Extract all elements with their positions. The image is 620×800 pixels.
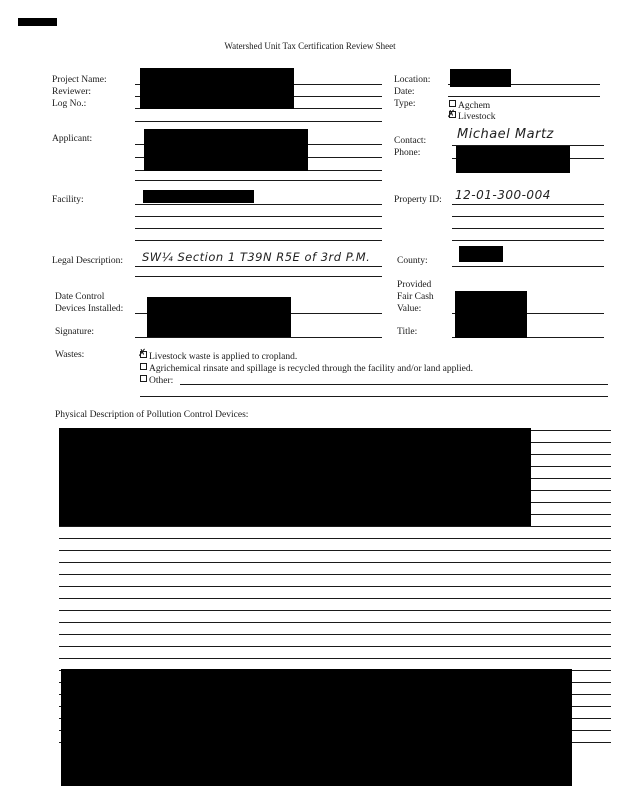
description-line[interactable]: [59, 586, 611, 587]
check-mark-icon: ✗: [138, 348, 147, 359]
type-option-livestock[interactable]: [449, 111, 495, 123]
county-label: County:: [397, 256, 428, 266]
phone-label: Phone:: [394, 148, 421, 158]
project-name-label: Project Name:: [52, 75, 107, 85]
checkbox-icon[interactable]: [449, 100, 456, 107]
physical-description-label: Physical Description of Pollution Control Devices:: [55, 410, 249, 420]
description-line[interactable]: [59, 658, 611, 659]
applicant-label: Applicant:: [52, 134, 93, 144]
wastes-label: Wastes:: [55, 350, 85, 360]
redaction-facility: [143, 190, 254, 203]
redaction-county: [459, 246, 503, 262]
property-id-line-3[interactable]: [452, 228, 604, 229]
applicant-line-4[interactable]: [135, 180, 382, 181]
redaction-phone: [456, 146, 570, 173]
title-label: Title:: [397, 327, 418, 337]
redaction-date-control: [147, 297, 291, 337]
reviewer-label: Reviewer:: [52, 87, 92, 97]
redaction-project: [140, 68, 294, 109]
date-line[interactable]: [448, 96, 600, 97]
description-line[interactable]: [59, 634, 611, 635]
property-id-line-4[interactable]: [452, 240, 604, 241]
type-option-label: Agchem: [458, 101, 491, 111]
facility-label: Facility:: [52, 195, 84, 205]
handwritten-property-id: 12-01-300-004: [455, 188, 551, 202]
description-line[interactable]: [59, 562, 611, 563]
facility-line-1[interactable]: [135, 204, 382, 205]
waste-option-other[interactable]: [140, 375, 173, 387]
handwritten-contact: Michael Martz: [457, 127, 554, 142]
description-line[interactable]: [59, 574, 611, 575]
handwritten-legal-description: SW¼ Section 1 T39N R5E of 3rd P.M.: [142, 250, 371, 264]
other-line-2[interactable]: [140, 396, 608, 397]
description-line[interactable]: [59, 622, 611, 623]
waste-option-label: Agrichemical rinsate and spillage is recycled through the facility and/or land applied.: [149, 364, 473, 374]
redaction-location: [450, 69, 511, 87]
signature-line[interactable]: [135, 337, 382, 338]
contact-label: Contact:: [394, 136, 427, 146]
legal-description-line-2[interactable]: [135, 276, 382, 277]
date-control-label-line2: Devices Installed:: [55, 304, 124, 314]
facility-line-4[interactable]: [135, 240, 382, 241]
provided-label-line2: Fair Cash: [397, 292, 434, 302]
waste-option-label: Livestock waste is applied to cropland.: [149, 352, 298, 362]
waste-option-agrichemical[interactable]: [140, 363, 473, 375]
facility-line-3[interactable]: [135, 228, 382, 229]
description-line[interactable]: [59, 598, 611, 599]
page-title: Watershed Unit Tax Certification Review Sheet: [224, 41, 396, 51]
check-mark-icon: ✗: [447, 109, 456, 120]
property-id-label: Property ID:: [394, 195, 442, 205]
redaction-description-bottom: [61, 669, 572, 786]
description-line[interactable]: [59, 526, 611, 527]
redaction-fair-cash: [455, 291, 527, 338]
type-option-label: Livestock: [458, 112, 496, 122]
redaction-description-top: [59, 428, 531, 526]
location-label: Location:: [394, 75, 431, 85]
redaction-applicant: [144, 129, 308, 171]
property-id-line-1[interactable]: [452, 204, 604, 205]
checkbox-icon[interactable]: [140, 375, 147, 382]
date-label: Date:: [394, 87, 415, 97]
checkbox-icon[interactable]: [140, 363, 147, 370]
waste-option-livestock[interactable]: [138, 348, 298, 363]
facility-line-2[interactable]: [135, 216, 382, 217]
legal-description-label: Legal Description:: [52, 256, 123, 266]
log-no-label: Log No.:: [52, 99, 87, 109]
header-bar: [18, 18, 57, 26]
county-line[interactable]: [452, 266, 604, 267]
legal-description-line-1[interactable]: [135, 266, 382, 267]
type-label: Type:: [394, 99, 416, 109]
description-line[interactable]: [59, 646, 611, 647]
project-extra-line: [135, 121, 382, 122]
date-control-label-line1: Date Control: [55, 292, 105, 302]
provided-label-line1: Provided: [397, 280, 432, 290]
signature-label: Signature:: [55, 327, 95, 337]
description-line[interactable]: [59, 550, 611, 551]
other-line-1[interactable]: [180, 384, 608, 385]
description-line[interactable]: [59, 610, 611, 611]
property-id-line-2[interactable]: [452, 216, 604, 217]
provided-label-line3: Value:: [397, 304, 422, 314]
waste-option-label: Other:: [149, 376, 174, 386]
description-line[interactable]: [59, 538, 611, 539]
